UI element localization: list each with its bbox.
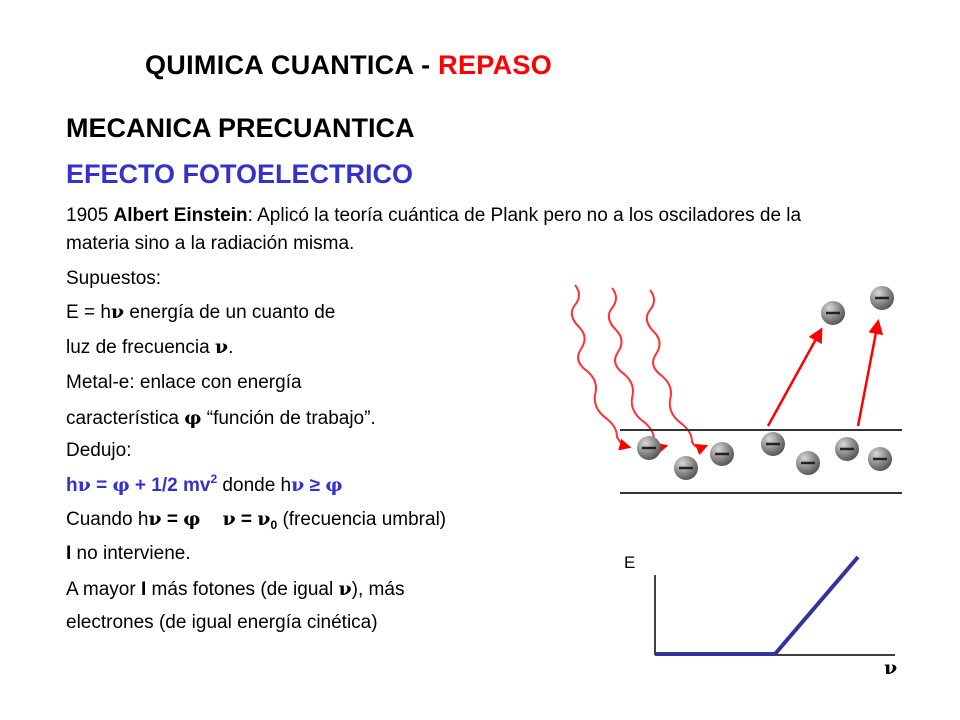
electron [637,436,661,460]
section-heading: MECANICA PRECUANTICA [66,113,415,143]
phi-symbol: φ [184,407,202,429]
phi-symbol: φ [112,474,130,496]
title-main: QUIMICA CUANTICA - [145,50,439,80]
electron [821,301,845,325]
eq-donde: donde h [217,475,292,496]
emission-arrow [858,322,878,426]
electron [710,442,734,466]
subsection-heading: EFECTO FOTOELECTRICO [66,159,414,189]
title-accent: REPASO [438,50,552,80]
electrons [637,286,894,480]
cuando-desc: (frecuencia umbral) [277,509,447,530]
light-text: luz de frecuencia [66,337,215,358]
nu-symbol: ν [148,508,162,530]
dedujo-line: Dedujo: [66,440,132,461]
intro-rest: : Aplicó la teoría cuántica de Plank pero no a los osciladores de la materia sino a la radiación misma. [66,205,802,254]
intro-year: 1905 [66,205,114,226]
emission-arrows [768,322,878,426]
mayor-text3: ), más [351,579,405,600]
nu-symbol: ν [257,508,271,530]
caract-text: característica [66,408,185,429]
phi-symbol: φ [183,508,201,530]
mayor-text: A mayor [66,579,141,600]
cuando-text: Cuando h [66,509,149,530]
intensity-symbol: I [66,543,72,564]
emission-arrow [768,330,821,426]
nu0-subscript: 0 [270,518,278,532]
cuando-eq2: = [235,509,258,530]
intensity-text: no interviene. [71,543,191,564]
nu-symbol: ν [77,474,91,496]
intro-name: Albert Einstein [113,205,248,226]
electrones-line: electrones (de igual energía cinética) [66,612,378,633]
caract-desc: “función de trabajo”. [201,408,376,429]
nu-symbol: ν [291,474,305,496]
photon-waves [572,285,706,447]
eq-superscript: 2 [210,472,218,486]
electron [761,432,785,456]
metal-line: Metal-e: enlace con energía [66,372,302,393]
energy-text: E = h [66,302,111,323]
light-end: . [228,337,234,358]
electron [868,447,892,471]
energy-plot-line [655,557,858,654]
mayor-text2: más fotones (de igual [146,579,339,600]
nu-symbol: ν [222,508,236,530]
nu-symbol: ν [214,336,229,358]
photon-wave [609,288,666,446]
eq-h: h [66,475,78,496]
electron [796,451,820,475]
photon-wave [647,290,706,447]
electron [870,286,894,310]
cuando-eq1: = [161,509,184,530]
graph-y-label: E [624,553,636,572]
electron [835,437,859,461]
eq-kinetic: + 1/2 mv [129,475,211,496]
supuestos-line: Supuestos: [66,268,162,289]
photon-wave [572,285,629,447]
nu-symbol: ν [110,301,125,323]
electron [674,456,698,480]
energy-desc: energía de un cuanto de [124,302,336,323]
nu-symbol: ν [338,578,352,600]
graph-x-label: ν [884,657,898,679]
phi-symbol: φ [325,474,343,496]
intensity-symbol: I [140,579,147,600]
eq-equals: = [90,475,113,496]
eq-ge: ≥ [304,475,326,496]
